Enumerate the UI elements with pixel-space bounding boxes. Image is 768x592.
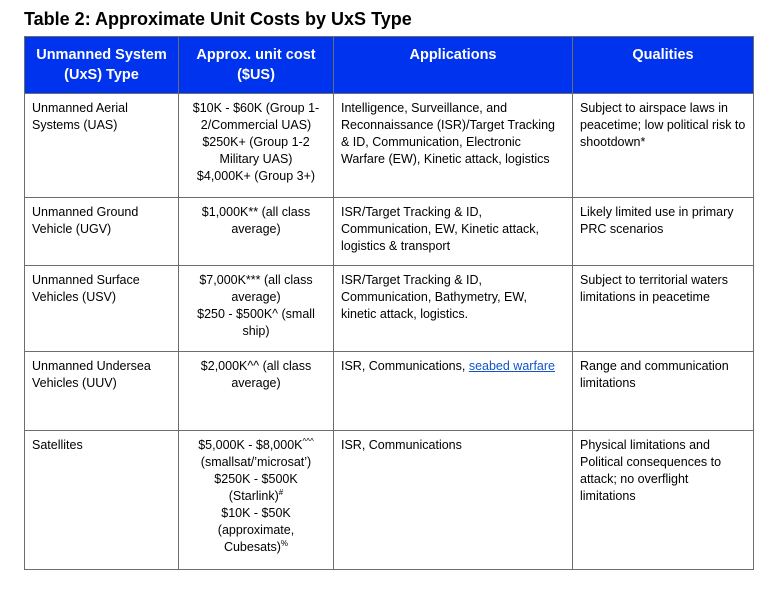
cell-unit-cost	[179, 431, 334, 570]
footnote-marker: %	[280, 539, 289, 548]
cell-uxs-type: Unmanned Ground Vehicle (UGV)	[25, 198, 179, 266]
header-uxs-type: Unmanned System (UxS) Type	[25, 37, 179, 94]
cell-qualities: Range and communication limitations	[573, 352, 754, 431]
table-row	[25, 94, 754, 198]
cost-line: $1,000K** (all class average)	[201, 205, 311, 236]
cost-text: $250K - $500K (Starlink)	[214, 472, 298, 503]
cell-qualities: Subject to territorial waters limitations in peacetime	[573, 266, 754, 352]
cell-uxs-type: Unmanned Aerial Systems (UAS)	[25, 94, 179, 198]
seabed-warfare-link[interactable]: seabed warfare	[468, 359, 555, 373]
table-row	[25, 431, 754, 570]
cost-line: $2,000K^^ (all class average)	[200, 359, 312, 390]
footnote-marker: ^^^	[302, 437, 314, 446]
cost-line	[186, 437, 326, 471]
cost-text: $10K - $50K (approximate, Cubesats)	[217, 506, 295, 554]
cell-applications	[334, 352, 573, 431]
cost-text: $5,000K - $8,000K	[198, 438, 303, 452]
table-row	[25, 266, 754, 352]
cost-line	[186, 471, 326, 505]
cell-qualities: Physical limitations and Political consequences to attack; no overflight limitations	[573, 431, 754, 570]
header-applications: Applications	[334, 37, 573, 94]
cell-unit-cost	[179, 94, 334, 198]
cell-applications: ISR/Target Tracking & ID, Communication, EW, Kinetic attack, logistics & transport	[334, 198, 573, 266]
cost-line: $4,000K+ (Group 3+)	[196, 169, 316, 183]
cost-line: $250 - $500K^ (small ship)	[197, 307, 315, 338]
cost-text-after: (smallsat/’microsat’)	[200, 455, 312, 469]
cost-line: $7,000K*** (all class average)	[199, 273, 313, 304]
cost-line	[186, 505, 326, 556]
cell-uxs-type: Satellites	[25, 431, 179, 570]
footnote-marker: #	[278, 488, 284, 497]
table-row	[25, 352, 754, 431]
cell-qualities: Subject to airspace laws in peacetime; low political risk to shootdown*	[573, 94, 754, 198]
table-row	[25, 198, 754, 266]
cell-unit-cost	[179, 352, 334, 431]
header-qualities: Qualities	[573, 37, 754, 94]
cell-applications: ISR/Target Tracking & ID, Communication, Bathymetry, EW, kinetic attack, logistics.	[334, 266, 573, 352]
cell-uxs-type: Unmanned Surface Vehicles (USV)	[25, 266, 179, 352]
table-caption: Table 2: Approximate Unit Costs by UxS Type	[24, 9, 412, 29]
cell-unit-cost	[179, 198, 334, 266]
cell-uxs-type: Unmanned Undersea Vehicles (UUV)	[25, 352, 179, 431]
cell-unit-cost	[179, 266, 334, 352]
table-header-row	[25, 37, 754, 94]
cost-line: $250K+ (Group 1-2 Military UAS)	[202, 135, 310, 166]
unit-cost-table	[24, 36, 754, 570]
cell-qualities: Likely limited use in primary PRC scenarios	[573, 198, 754, 266]
cell-applications: ISR, Communications	[334, 431, 573, 570]
applications-text: ISR, Communications,	[341, 359, 469, 373]
header-unit-cost: Approx. unit cost ($US)	[179, 37, 334, 94]
cost-line: $10K - $60K (Group 1-2/Commercial UAS)	[192, 101, 320, 132]
cell-applications: Intelligence, Surveillance, and Reconnaissance (ISR)/Target Tracking & ID, Communication, Electronic Warfare (EW), Kinetic attack, logistics	[334, 94, 573, 198]
